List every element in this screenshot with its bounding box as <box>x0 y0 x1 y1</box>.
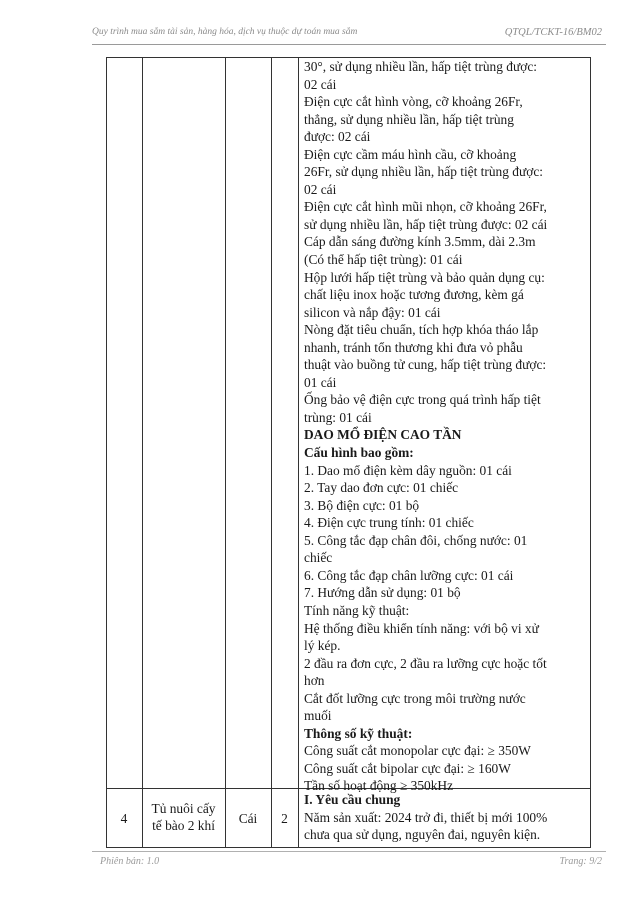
config-line: 2 đầu ra đơn cực, 2 đầu ra lưỡng cực hoặc tốt <box>304 655 547 671</box>
row4-name-line: Tủ nuôi cấy <box>151 801 216 816</box>
row4-quantity: 2 <box>281 811 288 826</box>
desc-line: được: 02 cái <box>304 129 371 145</box>
col-border-1 <box>142 57 143 847</box>
desc-line: Hộp lưới hấp tiệt trùng và bảo quản dụng cụ: <box>304 269 545 285</box>
desc-line: Cáp dẫn sáng đường kính 3.5mm, dài 2.3m <box>304 234 536 250</box>
desc-line: Điện cực cầm máu hình cầu, cỡ khoảng <box>304 146 517 162</box>
col-border-3 <box>271 57 272 847</box>
spec-line: Công suất cắt bipolar cực đại: ≥ 160W <box>304 760 511 776</box>
config-line: Cắt đốt lưỡng cực trong môi trường nước <box>304 690 526 706</box>
desc-line: sử dụng nhiều lần, hấp tiệt trùng được: 02 cái <box>304 216 548 232</box>
config-line: 1. Dao mổ điện kèm dây nguồn: 01 cái <box>304 462 512 478</box>
config-heading: Cấu hình bao gồm: <box>304 445 414 461</box>
config-line: chiếc <box>304 550 333 566</box>
footer-divider <box>92 851 606 852</box>
config-line: 6. Công tắc đạp chân lưỡng cực: 01 cái <box>304 567 514 583</box>
desc-line: silicon và nắp đậy: 01 cái <box>304 304 441 320</box>
config-line: Tính năng kỹ thuật: <box>304 602 410 618</box>
config-line: 4. Điện cực trung tính: 01 chiếc <box>304 515 474 531</box>
config-line: lý kép. <box>304 638 341 654</box>
desc-line: Nòng đặt tiêu chuẩn, tích hợp khóa tháo lắp <box>304 322 539 338</box>
section-title: DAO MỔ ĐIỆN CAO TẦN <box>304 427 462 443</box>
config-line: 5. Công tắc đạp chân đôi, chống nước: 01 <box>304 532 528 548</box>
table-bottom-border <box>106 847 591 848</box>
config-line: 3. Bộ điện cực: 01 bộ <box>304 497 420 513</box>
desc-line: Điện cực cắt hình mũi nhọn, cỡ khoảng 26Fr, <box>304 199 547 215</box>
desc-line: 26Fr, sử dụng nhiều lần, hấp tiệt trùng được: <box>304 164 543 180</box>
config-line: 7. Hướng dẫn sử dụng: 01 bộ <box>304 585 461 601</box>
row4-requirements <box>304 791 587 844</box>
config-line: hơn <box>304 673 325 689</box>
desc-line: trùng: 01 cái <box>304 409 372 425</box>
col-border-2 <box>225 57 226 847</box>
page-number: Trang: 9/2 <box>559 856 602 867</box>
desc-line: Ống bảo vệ điện cực trong quá trình hấp tiệt <box>304 392 541 408</box>
desc-line: 01 cái <box>304 374 337 390</box>
desc-line: Điện cực cắt hình vòng, cỡ khoảng 26Fr, <box>304 94 523 110</box>
desc-line: (Có thể hấp tiệt trùng): 01 cái <box>304 252 463 268</box>
header-divider <box>92 44 606 45</box>
desc-line: thẳng, sử dụng nhiều lần, hấp tiệt trùng <box>304 111 514 127</box>
row4-stt: 4 <box>120 811 128 826</box>
spec-line: Tần số hoạt động ≥ 350kHz <box>304 778 454 794</box>
spec-line: Công suất cắt monopolar cực đại: ≥ 350W <box>304 743 531 759</box>
desc-line: 02 cái <box>304 76 337 92</box>
desc-line: nhanh, tránh tổn thương khi đưa vỏ phẫu <box>304 339 523 355</box>
desc-line: chất liệu inox hoặc tương đương, kèm gá <box>304 287 524 303</box>
col-border-right <box>590 57 591 847</box>
col-border-4 <box>298 57 299 847</box>
config-line: muối <box>304 708 332 724</box>
desc-line: 02 cái <box>304 181 337 197</box>
requirement-line: chưa qua sử dụng, nguyên đai, nguyên kiện. <box>304 827 541 843</box>
col-border-left <box>106 57 107 847</box>
document-code: QTQL/TCKT-16/BM02 <box>504 27 602 38</box>
row4-unit: Cái <box>238 811 258 826</box>
desc-line: 30°, sử dụng nhiều lần, hấp tiệt trùng được: <box>304 59 537 74</box>
config-line: 2. Tay dao đơn cực: 01 chiếc <box>304 480 459 496</box>
edition-label: Phiên bản: 1.0 <box>100 856 160 867</box>
desc-line: thuật vào buồng tử cung, hấp tiệt trùng được: <box>304 357 547 373</box>
document-title: Quy trình mua sắm tài sản, hàng hóa, dịch vụ thuộc dự toán mua sắm <box>92 27 358 37</box>
spec-heading: Thông số kỹ thuật: <box>304 725 413 741</box>
row4-name <box>142 800 225 834</box>
requirements-heading: I. Yêu cầu chung <box>304 792 401 807</box>
row4-name-line: tế bào 2 khí <box>152 818 215 833</box>
description-cell <box>304 58 587 795</box>
requirement-line: Năm sản xuất: 2024 trở đi, thiết bị mới 100% <box>304 809 548 825</box>
config-line: Hệ thống điều khiển tính năng: với bộ vi xử <box>304 620 539 636</box>
